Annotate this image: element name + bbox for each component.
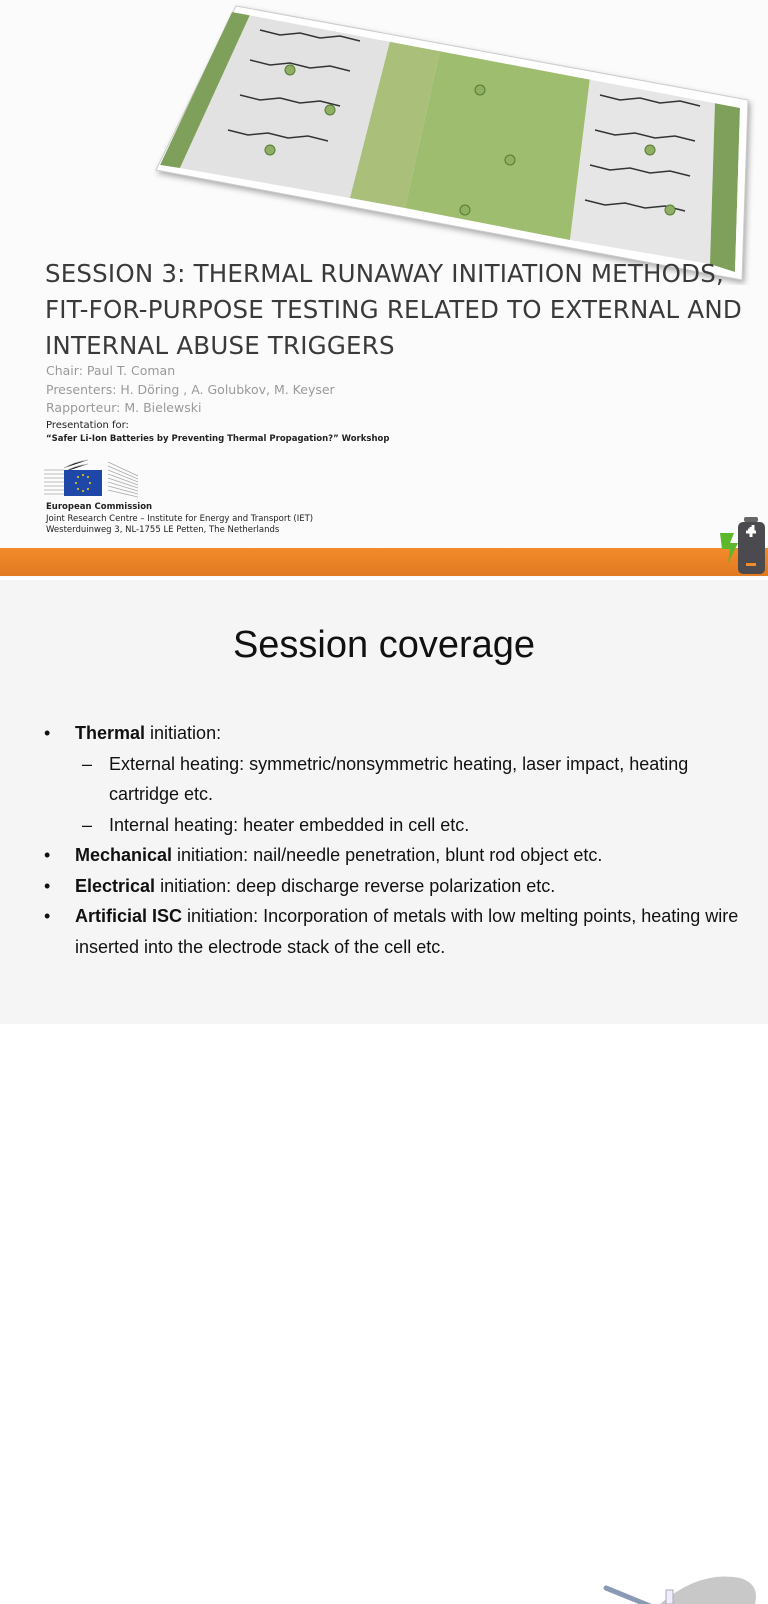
nail-penetration-illustration	[600, 1570, 768, 1604]
orange-footer-band	[0, 548, 768, 576]
list-item: • Artificial ISC initiation: Incorporation of metals with low melting points, heating wire inserted into the electrode stack of the cell etc.	[44, 901, 744, 962]
title-slide	[0, 0, 768, 578]
presentation-for	[46, 420, 389, 444]
list-item: • Thermal initiation:	[44, 718, 744, 749]
list-item: • Mechanical initiation: nail/needle penetration, blunt rod object etc.	[44, 840, 744, 871]
presentation-for-label: Presentation for:	[46, 420, 129, 431]
slide-title: Session coverage	[232, 624, 536, 666]
battery-charge-icon	[718, 515, 768, 577]
address-text: Westerduinweg 3, NL-1755 LE Petten, The Netherlands	[46, 525, 280, 535]
chair-text: Chair: Paul T. Coman	[46, 363, 176, 378]
list-item: • Electrical initiation: deep discharge reverse polarization etc.	[44, 871, 744, 902]
list-item: – External heating: symmetric/nonsymmetric heating, laser impact, heating cartridge etc.	[44, 749, 744, 810]
rapporteur-text: Rapporteur: M. Bielewski	[46, 400, 202, 415]
organization-address	[46, 502, 313, 537]
slide-title: SESSION 3: THERMAL RUNAWAY INITIATION METHODS, FIT-FOR-PURPOSE TESTING RELATED TO EXTERNAL AND INTERNAL ABUSE TRIGGERS	[45, 259, 742, 360]
session-coverage-slide	[0, 580, 768, 1024]
presenters-text: Presenters: H. Döring , A. Golubkov, M. Keyser	[46, 381, 335, 397]
european-commission-logo	[44, 458, 138, 498]
session-credits	[46, 362, 335, 418]
institute-name: Joint Research Centre – Institute for Energy and Transport (IET)	[46, 513, 314, 524]
list-item: – Internal heating: heater embedded in cell etc.	[44, 810, 744, 841]
org-name: European Commission	[46, 502, 153, 512]
battery-cell-illustration	[150, 0, 768, 285]
coverage-list	[44, 718, 744, 962]
workshop-name: “Safer Li-Ion Batteries by Preventing Thermal Propagation?” Workshop	[46, 434, 390, 444]
